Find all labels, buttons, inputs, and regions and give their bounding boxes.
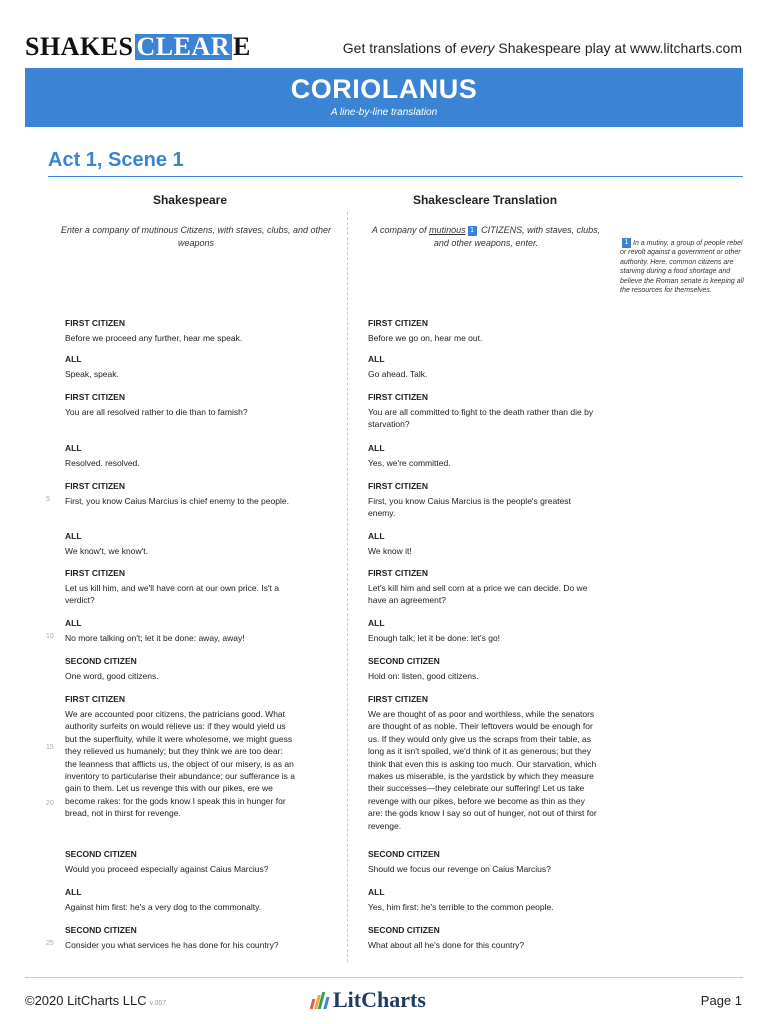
- margin-note: [620, 238, 746, 296]
- speaker: ALL: [65, 354, 82, 364]
- speaker: SECOND CITIZEN: [368, 925, 440, 935]
- line-original: Let us kill him, and we'll have corn at our own price. Is't a verdict?: [65, 583, 279, 606]
- note-text: In a mutiny, a group of people rebel or revolt against a government or other authority. Here, common citizens are starving during a food shortage and believe the Roman senate is keeping all the resources for themselves.: [620, 239, 744, 295]
- speaker: SECOND CITIZEN: [368, 656, 440, 666]
- speaker: SECOND CITIZEN: [65, 849, 137, 859]
- note-marker-icon[interactable]: 1: [468, 226, 477, 236]
- line-translation: Hold on: listen, good citizens.: [368, 671, 479, 681]
- shakescleare-logo: [25, 32, 251, 62]
- title-banner: [25, 68, 743, 127]
- speaker: FIRST CITIZEN: [368, 392, 428, 402]
- stage-trans-pre: A company of: [371, 225, 430, 235]
- line-number: 10: [46, 633, 54, 640]
- scene-title: Act 1, Scene 1: [48, 149, 184, 171]
- line-original: One word, good citizens.: [65, 671, 159, 681]
- dialogue-original-3: [65, 443, 295, 469]
- dialogue-translation-0: [368, 318, 598, 344]
- logo-text-left: SHAKES: [25, 32, 134, 61]
- dialogue-original-0: [65, 318, 295, 344]
- line-number: 15: [46, 744, 54, 751]
- dialogue-translation-4: [368, 481, 598, 520]
- dialogue-original-9: [65, 694, 295, 820]
- dialogue-translation-3: [368, 443, 598, 469]
- logo-text-highlight: CLEAR: [136, 32, 231, 61]
- dialogue-original-11: [65, 887, 295, 913]
- column-header-original: Shakespeare: [152, 193, 228, 207]
- speaker: SECOND CITIZEN: [65, 925, 137, 935]
- column-divider: [347, 212, 348, 962]
- line-original: Before we proceed any further, hear me speak.: [65, 333, 243, 343]
- stage-direction-original: Enter a company of mutinous Citizens, with staves, clubs, and other weapons: [60, 225, 332, 248]
- speaker: FIRST CITIZEN: [368, 568, 428, 578]
- speaker: ALL: [368, 531, 385, 541]
- line-translation: Go ahead. Talk.: [368, 369, 428, 379]
- stage-direction-translation: [366, 224, 606, 250]
- line-original: First, you know Caius Marcius is chief enemy to the people.: [65, 496, 289, 506]
- dialogue-translation-6: [368, 568, 598, 607]
- dialogue-translation-8: [368, 656, 598, 682]
- litcharts-bars-icon: [311, 991, 329, 1009]
- line-translation: We are thought of as poor and worthless, while the senators are thought of as noble. Their leftovers would be enough for us. If they would only give us the scraps from their table, as long as it isn't spoiled, we'd think of it as generous; but they think that even this is asking too much. Our starvation, which makes us miserable, is the yardstick by which they measure their successes—they celebrate our suffering! Let us take revenge with our pikes, before we become as thin as they are: the gods know I say so out of hunger, not out of thirst for revenge.: [368, 709, 597, 831]
- line-original: Would you proceed especially against Caius Marcius?: [65, 864, 269, 874]
- speaker: SECOND CITIZEN: [368, 849, 440, 859]
- dialogue-translation-2: [368, 392, 598, 431]
- line-original: We know't, we know't.: [65, 546, 148, 556]
- copyright: [25, 993, 166, 1008]
- play-title: CORIOLANUS: [290, 74, 478, 104]
- dialogue-translation-10: [368, 849, 598, 875]
- line-translation: We know it!: [368, 546, 412, 556]
- logo-bar: [323, 997, 329, 1009]
- scene-divider: [48, 176, 743, 177]
- line-original: Resolved. resolved.: [65, 458, 140, 468]
- line-translation: You are all committed to fight to the death rather than die by starvation?: [368, 407, 594, 430]
- line-original: Against him first: he's a very dog to the commonalty.: [65, 902, 262, 912]
- dialogue-translation-9: [368, 694, 598, 832]
- line-translation: Before we go on, hear me out.: [368, 333, 483, 343]
- dialogue-translation-5: [368, 531, 598, 557]
- line-translation: Yes, we're committed.: [368, 458, 451, 468]
- tagline-emphasis: every: [460, 40, 495, 56]
- litcharts-logo: [311, 986, 426, 1014]
- line-original: We are accounted poor citizens, the patricians good. What authority surfeits on would relieve us: if they would yield us but the superfluity, while it were wholesome, we might guess they relieved us humanely; but they think we are too dear: the leanness that afflicts us, the object of our misery, is as an inventory to particularise their abundance; our sufferance is a gain to them. Let us revenge this with our pikes, ere we become rakes: for the gods know I speak this in hunger for bread, not in thirst for revenge.: [65, 709, 295, 819]
- speaker: FIRST CITIZEN: [368, 481, 428, 491]
- dialogue-translation-12: [368, 925, 598, 951]
- speaker: FIRST CITIZEN: [65, 392, 125, 402]
- speaker: ALL: [368, 354, 385, 364]
- line-translation: Should we focus our revenge on Caius Marcius?: [368, 864, 551, 874]
- tagline-post: Shakespeare play at www.litcharts.com: [494, 40, 742, 56]
- speaker: ALL: [368, 443, 385, 453]
- dialogue-translation-7: [368, 618, 598, 644]
- speaker: ALL: [65, 887, 82, 897]
- line-number: 20: [46, 800, 54, 807]
- speaker: ALL: [65, 531, 82, 541]
- litcharts-logo-text: LitCharts: [333, 987, 426, 1012]
- speaker: FIRST CITIZEN: [368, 318, 428, 328]
- dialogue-original-2: [65, 392, 295, 418]
- dialogue-original-10: [65, 849, 295, 875]
- speaker: ALL: [65, 618, 82, 628]
- dialogue-original-8: [65, 656, 295, 682]
- page-number: Page 1: [700, 993, 742, 1008]
- dialogue-original-6: [65, 568, 295, 607]
- line-translation: Let's kill him and sell corn at a price we can decide. Do we have an agreement?: [368, 583, 588, 606]
- dialogue-translation-1: [368, 354, 598, 380]
- copyright-text: ©2020 LitCharts LLC: [25, 993, 147, 1008]
- speaker: SECOND CITIZEN: [65, 656, 137, 666]
- logo-text-right: E: [233, 32, 251, 61]
- note-marker-icon: 1: [622, 238, 631, 248]
- line-translation: What about all he's done for this country?: [368, 940, 525, 950]
- dialogue-original-4: [65, 481, 295, 507]
- dialogue-original-12: [65, 925, 295, 951]
- speaker: ALL: [65, 443, 82, 453]
- dialogue-translation-11: [368, 887, 598, 913]
- speaker: FIRST CITIZEN: [65, 568, 125, 578]
- column-header-translation: Shakescleare Translation: [412, 193, 558, 207]
- line-translation: Yes, him first: he's terrible to the common people.: [368, 902, 554, 912]
- dialogue-original-1: [65, 354, 295, 380]
- line-original: No more talking on't; let it be done: away, away!: [65, 633, 245, 643]
- line-original: Speak, speak.: [65, 369, 119, 379]
- speaker: FIRST CITIZEN: [65, 694, 125, 704]
- line-original: You are all resolved rather to die than to famish?: [65, 407, 248, 417]
- glossary-term[interactable]: mutinous: [429, 225, 466, 235]
- dialogue-original-7: [65, 618, 295, 644]
- speaker: ALL: [368, 887, 385, 897]
- footer-divider: [25, 977, 743, 978]
- speaker: FIRST CITIZEN: [65, 481, 125, 491]
- line-number: 25: [46, 940, 54, 947]
- speaker: FIRST CITIZEN: [368, 694, 428, 704]
- play-subtitle: A line-by-line translation: [330, 107, 438, 118]
- speaker: ALL: [368, 618, 385, 628]
- stage-trans-post: CITIZENS, with staves, clubs, and other weapons, enter.: [433, 225, 601, 248]
- line-original: Consider you what services he has done for his country?: [65, 940, 279, 950]
- header-tagline: [343, 40, 742, 56]
- line-translation: First, you know Caius Marcius is the people's greatest enemy.: [368, 496, 571, 519]
- version: v.007: [149, 1000, 167, 1007]
- tagline-pre: Get translations of: [342, 40, 461, 56]
- line-number: 5: [46, 496, 50, 503]
- speaker: FIRST CITIZEN: [65, 318, 125, 328]
- line-translation: Enough talk; let it be done: let's go!: [368, 633, 501, 643]
- dialogue-original-5: [65, 531, 295, 557]
